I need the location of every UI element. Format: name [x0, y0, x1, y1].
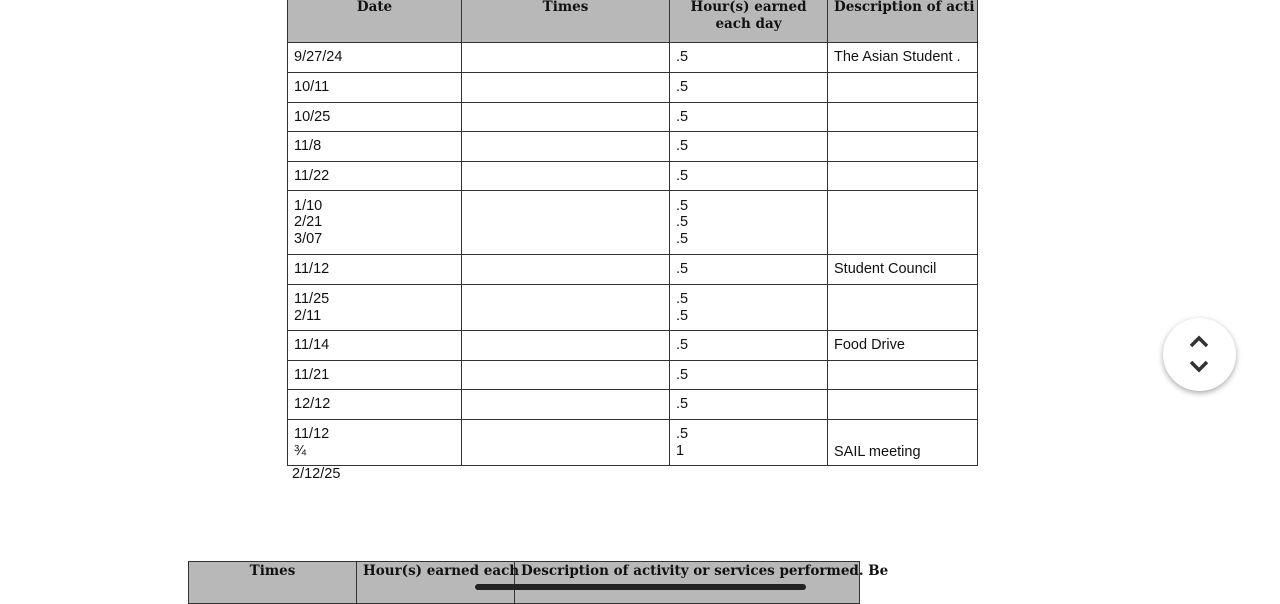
- date-cell-line: 2/11: [294, 307, 322, 324]
- hours-cell: [670, 103, 828, 132]
- hours-cell: [670, 162, 828, 191]
- table-row: [288, 191, 978, 255]
- date-cell: [288, 132, 462, 162]
- hours-cell-line: .5: [676, 49, 689, 66]
- table-row: [288, 73, 978, 103]
- hours-cell-line: .5: [676, 79, 689, 96]
- table-row: [288, 43, 978, 73]
- date-cell: [288, 390, 462, 420]
- date-cell-line: 11/12: [294, 426, 330, 442]
- hours-cell-line: .5: [676, 108, 689, 125]
- header-description: Description of activity or services performed. Be: [515, 562, 860, 604]
- hours-cell-line: .5: [676, 396, 689, 413]
- description-cell: The Asian Student .: [828, 43, 978, 73]
- hours-cell-line: .5: [676, 214, 689, 231]
- times-cell: [462, 361, 670, 390]
- description-cell: [828, 73, 978, 103]
- date-cell-line: 1/10: [294, 197, 323, 214]
- description-cell: [828, 285, 978, 331]
- table-row: [288, 162, 978, 191]
- date-cell-line: 11/21: [294, 366, 330, 383]
- hours-cell-line: .5: [676, 138, 689, 155]
- note-text: 2/12/25: [292, 466, 341, 482]
- hours-cell: [670, 132, 828, 162]
- table-row: [288, 255, 978, 285]
- hours-table: [287, 0, 978, 466]
- date-cell-line: 10/25: [294, 108, 331, 125]
- hours-cell: [670, 191, 828, 255]
- table-row: [288, 103, 978, 132]
- hours-table-2: [188, 561, 889, 604]
- date-cell: [288, 43, 462, 73]
- page-nav-button[interactable]: [1163, 318, 1236, 391]
- date-cell-line: 11/12: [294, 261, 330, 278]
- header-times: Times: [189, 562, 357, 604]
- date-cell: [288, 285, 462, 331]
- times-cell: [462, 73, 670, 103]
- date-cell: [288, 420, 462, 466]
- date-cell: [288, 103, 462, 132]
- hours-cell: [670, 285, 828, 331]
- date-cell-line: 10/11: [294, 79, 330, 96]
- date-cell-line: 12/12: [294, 396, 331, 413]
- date-cell: [288, 162, 462, 191]
- table-row: [288, 331, 978, 361]
- hours-cell: [670, 255, 828, 285]
- table-row: [288, 361, 978, 390]
- times-cell: [462, 162, 670, 191]
- header-hours: Hour(s) earned each: [357, 562, 515, 604]
- times-cell: [462, 331, 670, 361]
- times-cell: [462, 132, 670, 162]
- times-cell: [462, 103, 670, 132]
- times-cell: [462, 43, 670, 73]
- hours-cell: [670, 331, 828, 361]
- date-cell: [288, 255, 462, 285]
- hours-cell-line: .5: [676, 197, 689, 214]
- table-row: [288, 420, 978, 466]
- times-cell: [462, 420, 670, 466]
- hours-cell: [670, 361, 828, 390]
- table-row: [288, 285, 978, 331]
- table-row: [288, 390, 978, 420]
- description-cell: [828, 132, 978, 162]
- times-cell: [462, 255, 670, 285]
- table-row: [288, 132, 978, 162]
- hours-cell-line: .5: [676, 337, 689, 354]
- header-description: Description of acti: [828, 0, 978, 43]
- description-cell: [828, 162, 978, 191]
- horizontal-scrollbar[interactable]: [475, 584, 806, 590]
- description-cell: [828, 103, 978, 132]
- date-cell: [288, 361, 462, 390]
- date-cell-line: 9/27/24: [294, 49, 343, 66]
- hours-cell-line: .5: [676, 230, 689, 247]
- date-cell-line: 11/25: [294, 291, 330, 307]
- date-cell-line: 3/07: [294, 230, 323, 247]
- date-cell: [288, 191, 462, 255]
- header-times: Times: [462, 0, 670, 43]
- date-cell: [288, 331, 462, 361]
- description-cell: Student Council: [828, 255, 978, 285]
- date-cell: [288, 73, 462, 103]
- hours-cell: [670, 420, 828, 466]
- hours-cell: [670, 73, 828, 103]
- description-cell: [828, 191, 978, 255]
- date-cell-line: 11/8: [294, 138, 322, 155]
- times-cell: [462, 191, 670, 255]
- chevron-up-icon[interactable]: [1189, 335, 1209, 349]
- hours-cell-line: .5: [676, 426, 689, 442]
- times-cell: [462, 285, 670, 331]
- date-cell-line: 2/21: [294, 214, 323, 231]
- hours-cell-line: .5: [676, 167, 689, 184]
- hours-cell: [670, 390, 828, 420]
- description-cell: SAIL meeting: [828, 420, 978, 466]
- description-cell: Food Drive: [828, 331, 978, 361]
- chevron-down-icon[interactable]: [1189, 359, 1209, 373]
- description-cell: [828, 361, 978, 390]
- hours-cell-line: .5: [676, 261, 689, 278]
- description-cell: [828, 390, 978, 420]
- hours-cell: [670, 43, 828, 73]
- hours-cell-line: .5: [676, 291, 689, 307]
- date-cell-line: 11/22: [294, 167, 330, 184]
- hours-cell-line: 1: [676, 442, 685, 459]
- hours-cell-line: .5: [676, 366, 689, 383]
- date-cell-line: ¾: [294, 442, 307, 459]
- header-date: Date: [288, 0, 462, 43]
- date-cell-line: 11/14: [294, 337, 330, 354]
- times-cell: [462, 390, 670, 420]
- header-hours: Hour(s) earned each day: [670, 0, 828, 43]
- hours-cell-line: .5: [676, 307, 689, 324]
